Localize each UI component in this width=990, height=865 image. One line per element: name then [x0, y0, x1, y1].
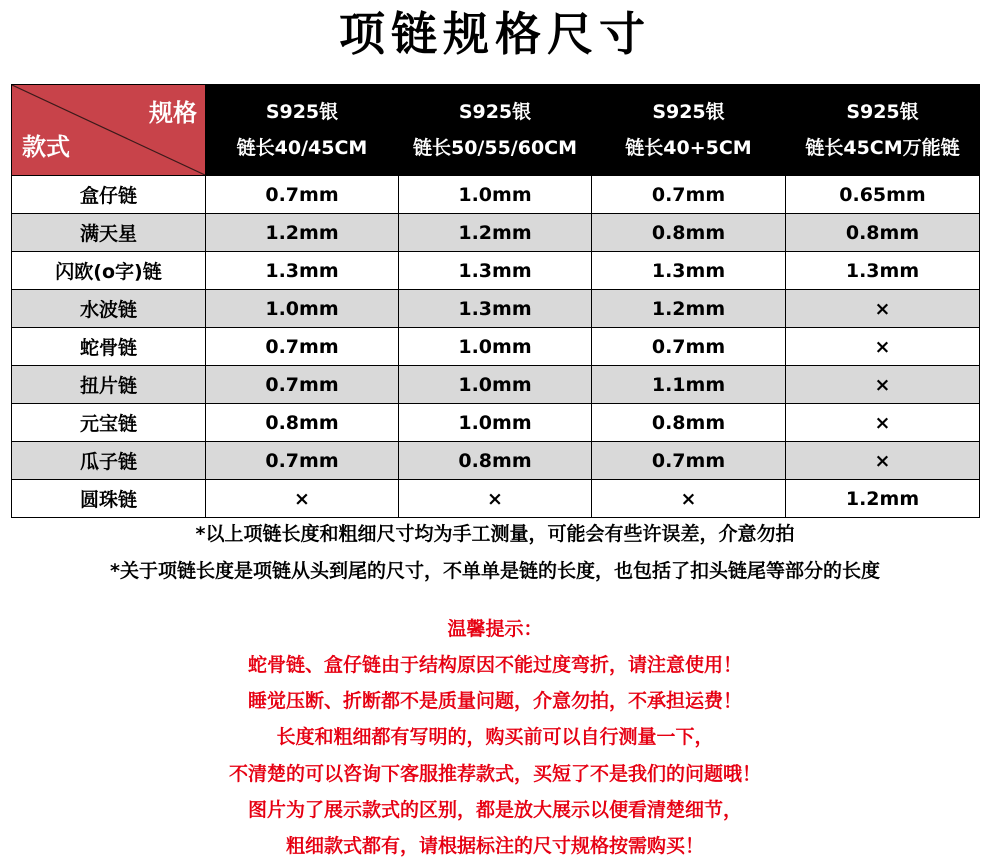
column-header-line2: 链长45CM万能链 — [805, 137, 960, 159]
table-cell: × — [592, 480, 786, 518]
column-header-line1: S925银 — [458, 101, 532, 123]
table-cell: 1.2mm — [592, 290, 786, 328]
page-title: 项链规格尺寸 — [339, 7, 651, 61]
tip-line: 睡觉压断、折断都不是质量问题，介意勿拍，不承担运费！ — [247, 690, 742, 712]
table-cell: 1.1mm — [592, 366, 786, 404]
table-cell: 1.3mm — [786, 252, 980, 290]
table-cell: 1.0mm — [206, 290, 399, 328]
table-cell: 0.65mm — [786, 176, 980, 214]
table-cell: 0.7mm — [206, 366, 399, 404]
column-header-line2: 链长40/45CM — [236, 137, 368, 159]
table-row — [12, 442, 980, 480]
table-row — [12, 290, 980, 328]
table-cell: × — [206, 480, 399, 518]
table-cell: 1.0mm — [399, 328, 592, 366]
column-header-line1: S925银 — [652, 101, 725, 123]
row-style-name: 元宝链 — [12, 404, 206, 442]
column-header — [592, 85, 786, 176]
table-cell: 1.2mm — [399, 214, 592, 252]
tip-line: 图片为了展示款式的区别，都是放大展示以便看清楚细节， — [247, 799, 742, 821]
table-cell: 1.2mm — [206, 214, 399, 252]
tip-line: 蛇骨链、盒仔链由于结构原因不能过度弯折，请注意使用！ — [247, 654, 742, 676]
row-style-name: 水波链 — [12, 290, 206, 328]
table-cell: × — [786, 366, 980, 404]
row-style-name: 盒仔链 — [12, 176, 206, 214]
table-cell: × — [786, 404, 980, 442]
table-cell: 1.2mm — [786, 480, 980, 518]
spec-table — [11, 84, 980, 518]
tip-line: 不清楚的可以咨询下客服推荐款式，买短了不是我们的问题哦！ — [228, 763, 761, 785]
column-header — [399, 85, 592, 176]
table-cell: 1.0mm — [399, 176, 592, 214]
tips-heading: 温馨提示： — [447, 618, 543, 640]
measurement-note: *以上项链长度和粗细尺寸均为手工测量，可能会有些许误差，介意勿拍 — [195, 523, 795, 545]
table-cell: × — [786, 328, 980, 366]
table-cell: 0.7mm — [206, 176, 399, 214]
tip-line: 长度和粗细都有写明的，购买前可以自行测量一下， — [276, 726, 714, 748]
table-cell: 0.7mm — [206, 328, 399, 366]
table-row — [12, 328, 980, 366]
length-note: *关于项链长度是项链从头到尾的尺寸，不单单是链的长度，也包括了扣头链尾等部分的长度 — [110, 560, 880, 582]
table-cell: 0.8mm — [592, 404, 786, 442]
table-cell: × — [786, 290, 980, 328]
table-cell: 1.3mm — [592, 252, 786, 290]
table-cell: 0.8mm — [206, 404, 399, 442]
tip-line: 粗细款式都有，请根据标注的尺寸规格按需购买！ — [285, 835, 704, 857]
table-row — [12, 404, 980, 442]
column-header — [206, 85, 399, 176]
table-cell: 1.3mm — [206, 252, 399, 290]
table-row — [12, 252, 980, 290]
row-style-name: 闪欧(o字)链 — [12, 252, 206, 290]
spec-corner-label: 规格 — [149, 99, 197, 127]
table-cell: 0.7mm — [592, 442, 786, 480]
row-style-name: 蛇骨链 — [12, 328, 206, 366]
table-cell: × — [786, 442, 980, 480]
header-row — [12, 85, 980, 176]
column-header-line1: S925银 — [846, 101, 919, 123]
table-row — [12, 176, 980, 214]
table-cell: 0.7mm — [206, 442, 399, 480]
table-cell: 0.7mm — [592, 328, 786, 366]
row-style-name: 扭片链 — [12, 366, 206, 404]
table-cell: 0.7mm — [592, 176, 786, 214]
column-header-line2: 链长40+5CM — [625, 137, 752, 159]
table-row — [12, 366, 980, 404]
column-header-line1: S925银 — [265, 101, 339, 123]
table-row — [12, 480, 980, 518]
table-cell: 0.8mm — [399, 442, 592, 480]
table-cell: × — [399, 480, 592, 518]
column-header-line2: 链长50/55/60CM — [412, 137, 578, 159]
table-cell: 1.0mm — [399, 366, 592, 404]
row-style-name: 圆珠链 — [12, 480, 206, 518]
style-corner-label: 款式 — [22, 133, 70, 161]
table-cell: 1.0mm — [399, 404, 592, 442]
row-style-name: 瓜子链 — [12, 442, 206, 480]
table-cell: 1.3mm — [399, 252, 592, 290]
table-cell: 1.3mm — [399, 290, 592, 328]
column-header — [786, 85, 980, 176]
table-cell: 0.8mm — [786, 214, 980, 252]
table-cell: 0.8mm — [592, 214, 786, 252]
table-row — [12, 214, 980, 252]
corner-header-cell — [12, 85, 206, 176]
row-style-name: 满天星 — [12, 214, 206, 252]
